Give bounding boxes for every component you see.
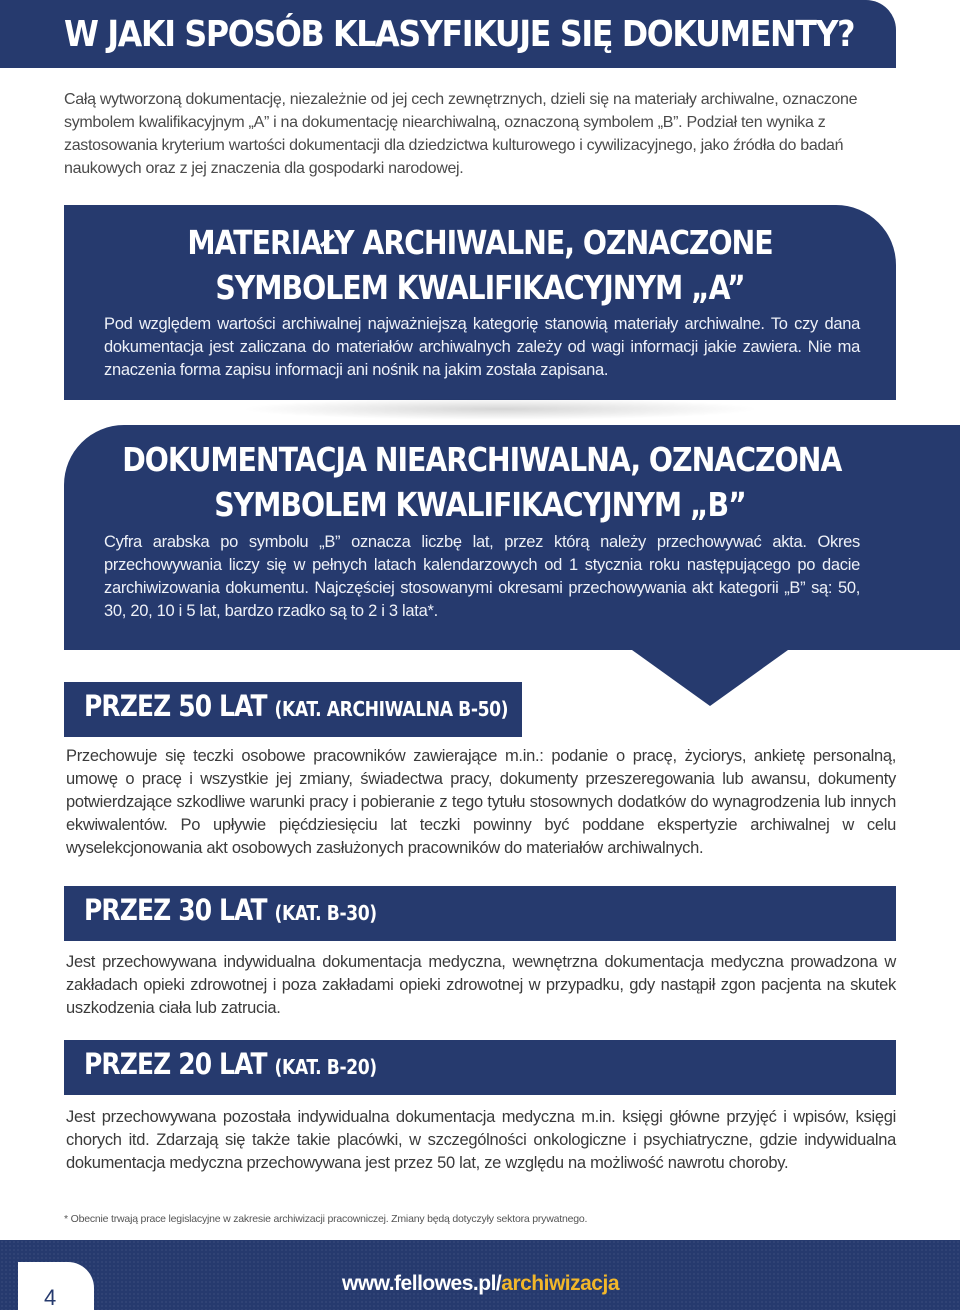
section-50-header [64,682,522,737]
panel-b-heading-line2: SYMBOLEM KWALIFIKACYJNYM „B” [214,485,746,524]
panel-b-pointer [632,650,788,706]
section-20-text: Jest przechowywana pozostała indywidualna dokumentacja medyczna m.in. księgi główne przyjęć i wpisów, księgi chorych itd. Zdarzają się także takie placówki, w szczególności onkologiczne i psychiatryczne, gdzie indywidualna dokumentacja medyczna przechowywana jest przez 50 lat, ze względu na możliwość nawrotu choroby. [66,1108,896,1172]
section-30-heading [84,893,377,927]
panel-b-text: Cyfra arabska po symbolu „B” oznacza liczbę lat, przez którą należy przechowywać akta. Okres przechowywania liczy się w pełnych latach kalendarzowych od 1 stycznia roku następującego po dacie zarchiwizowania dokumentu. Najczęściej stosowanymi okresami przechowywania akt kategorii „B” są: 50, 30, 20, 10 i 5 lat, bardzo rzadko są to 2 i 3 lata*. [104,533,860,620]
panel-a-text: Pod względem wartości archiwalnej najważniejszą kategorię stanowią materiały archiwalne. To czy dana dokumentacja jest zaliczana do materiałów archiwalnych zależy od wagi informacji jakie zawiera. Nie ma znaczenia forma zapisu informacji ani nośnik na jakim została zapisana. [104,315,860,379]
panel-b-heading-line1: DOKUMENTACJA NIEARCHIWALNA, OZNACZONA [122,440,842,479]
section-30-title: PRZEZ 30 LAT [84,893,267,927]
page-number: 4 [44,1285,57,1310]
title-bar [0,0,896,68]
page-title: W JAKI SPOSÓB KLASYFIKUJE SIĘ DOKUMENTY? [64,14,855,55]
panel-a-heading-line2: SYMBOLEM KWALIFIKACYJNYM „A” [215,268,745,307]
footer-url-base: www.fellowes.pl/ [342,1272,502,1295]
section-50-heading [84,689,508,723]
section-30-text: Jest przechowywana indywidualna dokumentacja medyczna, wewnętrzna dokumentacja medyczna prowadzona w zakładach opieki zdrowotnej i poza zakładami opieki zdrowotnej w przypadku, gdy nastąpił zgon pacjenta na skutek uszkodzenia ciała lub zatrucia. [66,953,896,1017]
panel-archival-a [64,205,896,400]
footer-website-link[interactable] [342,1272,619,1296]
section-30-header [64,886,896,941]
panel-a-shadow [240,398,760,420]
footnote: * Obecnie trwają prace legislacyjne w zakresie archiwizacji pracowniczej. Zmiany będą dotyczyły sektora prywatnego. [64,1213,588,1225]
panel-a-heading-line1: MATERIAŁY ARCHIWALNE, OZNACZONE [187,223,773,262]
intro-paragraph: Całą wytworzoną dokumentację, niezależnie od jej cech zewnętrznych, dzieli się na materiały archiwalne, oznaczone symbolem kwalifikacyjnym „A” i na dokumentację niearchiwalną, oznaczoną symbolem „B”. Podział ten wynika z zastosowania kryterium wartości dokumentacji dla dziedzictwa kulturowego i cywilizacyjnego, jako źródła do badań naukowych oraz z jej znaczenia dla gospodarki narodowej. [64,91,858,177]
section-50-title: PRZEZ 50 LAT [84,689,267,723]
section-20-title: PRZEZ 20 LAT [84,1047,267,1081]
panel-a-heading [122,220,838,310]
section-20-header [64,1040,896,1095]
section-20-heading [84,1047,377,1081]
footer-url-path: archiwizacja [501,1272,619,1295]
panel-nonarchival-b [64,425,960,650]
section-30-category: (KAT. B-30) [274,901,377,925]
section-20-category: (KAT. B-20) [274,1055,377,1079]
section-50-category: (KAT. ARCHIWALNA B-50) [274,697,509,721]
panel-b-heading [122,437,842,527]
section-50-text: Przechowuje się teczki osobowe pracowników zawierające m.in.: podanie o pracę, życiorys, ankietę personalną, umowę o pracę i wszystkie jej zmiany, świadectwa pracy, dokumenty przeszeregowania lub awansu, dokumenty potwierdzające szkodliwe warunki pracy i pobieranie z tego tytułu stosownych dodatków do wynagrodzenia lub innych ekwiwalentów. Po upływie pięćdziesięciu lat teczki powinny być poddane ekspertyzie archiwalnej w celu wyselekcjonowania akt osobowych zasłużonych pracowników do materiałów archiwalnych. [66,747,896,857]
